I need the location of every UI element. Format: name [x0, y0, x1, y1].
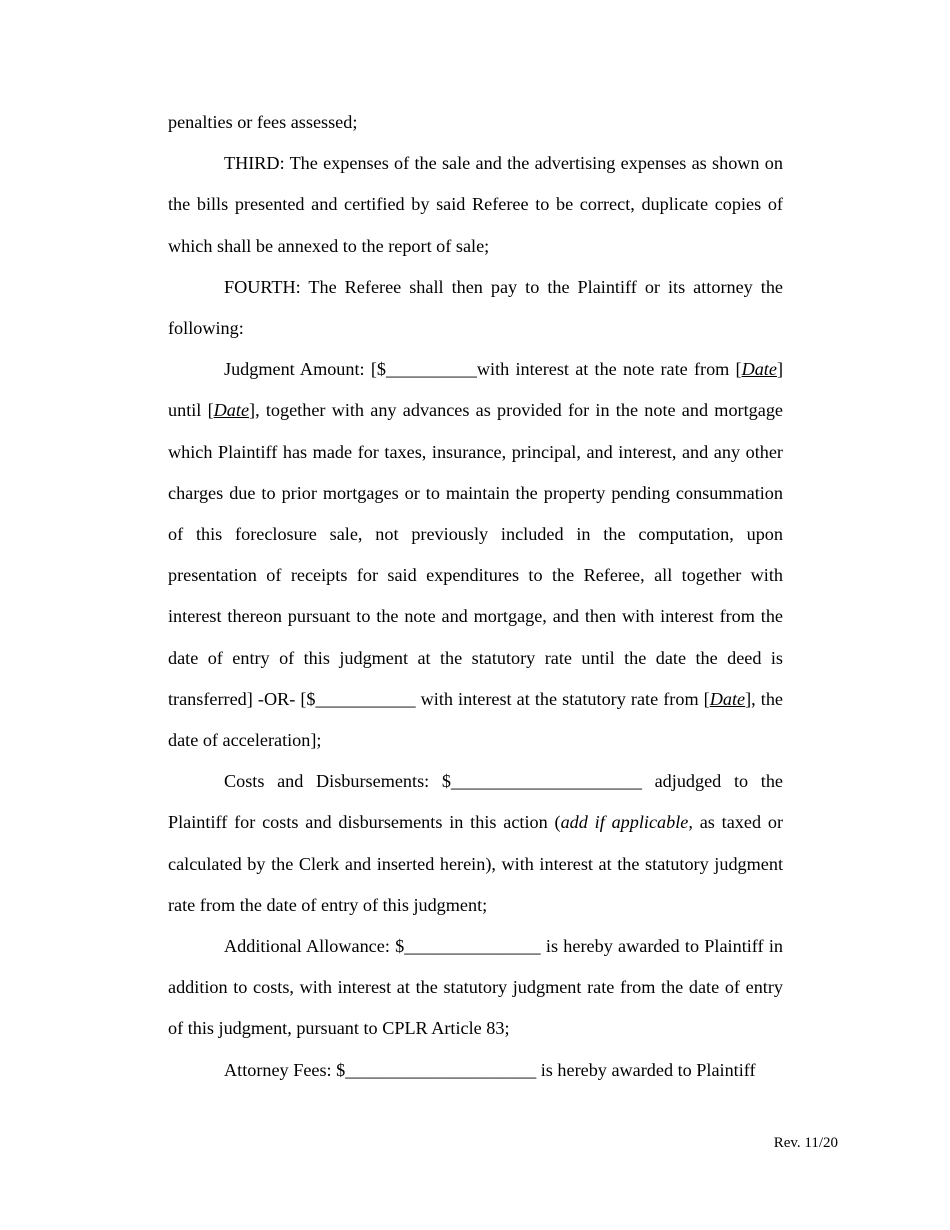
paragraph-judgment-amount — [168, 349, 783, 761]
judgment-text-d: ], the date of acceleration]; — [168, 688, 783, 751]
document-body — [168, 102, 783, 1091]
revision-footer: Rev. 11/20 — [773, 1135, 838, 1151]
costs-text-a: Costs and Disbursements: $_____________________ adjudged to the Plaintiff for costs and disbursements in this action ( — [168, 771, 783, 833]
paragraph-fourth: FOURTH: The Referee shall then pay to the Plaintiff or its attorney the following: — [168, 276, 783, 339]
date-placeholder-3: Date — [709, 688, 746, 709]
costs-italic-note: add if applicable, — [560, 812, 693, 833]
paragraph-penalties: penalties or fees assessed; — [168, 112, 358, 132]
date-placeholder-2: Date — [213, 400, 250, 421]
paragraph-attorney-fees: Attorney Fees: $_____________________ is hereby awarded to Plaintiff — [224, 1059, 756, 1080]
costs-text-b: as taxed or calculated by the Clerk and inserted herein), with interest at the statutory judgment rate from the date of entry of this judgment; — [168, 812, 783, 915]
date-placeholder-1: Date — [741, 359, 777, 380]
judgment-text-b: ] until [ — [168, 359, 783, 421]
paragraph-costs — [168, 761, 783, 926]
judgment-text-a: Judgment Amount: [$__________with interest at the note rate from [ — [224, 359, 742, 380]
paragraph-additional-allowance: Additional Allowance: $_______________ is hereby awarded to Plaintiff in addition to costs, with interest at the statutory judgment rate from the date of entry of this judgment, pursuant to CPLR Article 83; — [168, 936, 783, 1039]
judgment-text-c: ], together with any advances as provided for in the note and mortgage which Plaintiff has made for taxes, insurance, principal, and interest, and any other charges due to prior mortgages or to maintain the property pending consummation of this foreclosure sale, not previously included in the computation, upon presentation of receipts for said expenditures to the Referee, all together with interest thereon pursuant to the note and mortgage, and then with interest from the date of entry of this judgment at the statutory rate until the date the deed is transferred] -OR- [$___________ with interest at the statutory rate from [ — [168, 400, 783, 709]
paragraph-third: THIRD: The expenses of the sale and the advertising expenses as shown on the bills presented and certified by said Referee to be correct, duplicate copies of which shall be annexed to the report of sale; — [168, 153, 783, 256]
